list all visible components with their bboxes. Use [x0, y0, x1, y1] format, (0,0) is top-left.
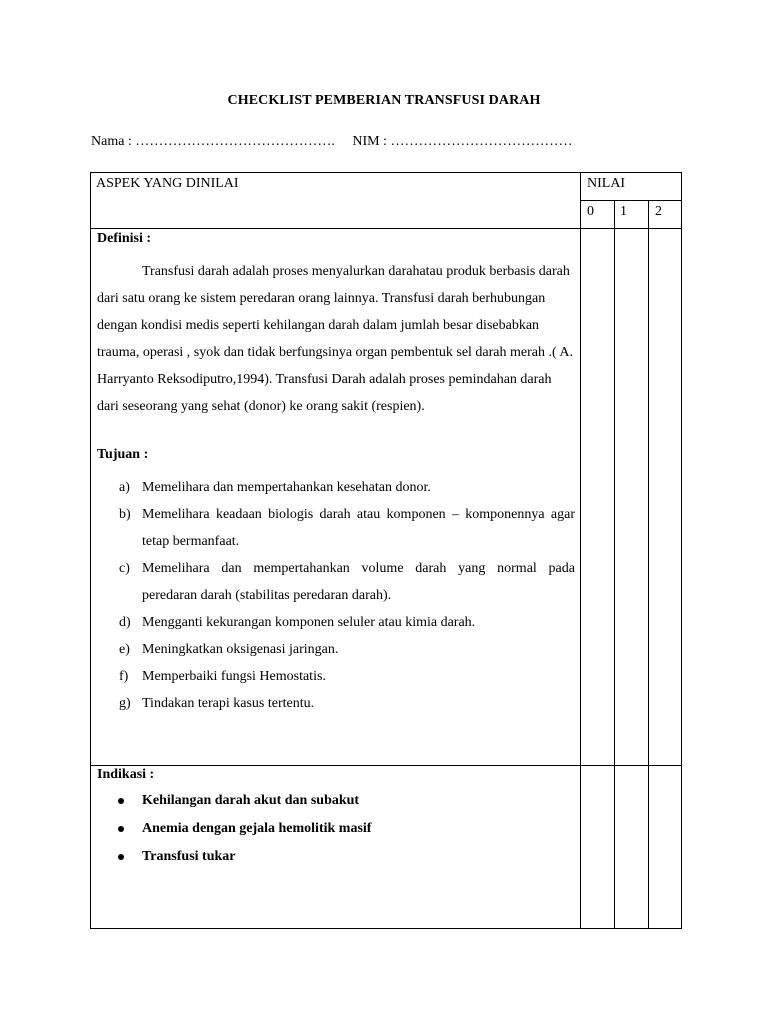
tujuan-title: Tujuan :	[97, 447, 149, 462]
indikasi-list	[97, 787, 575, 871]
list-item	[97, 474, 575, 501]
tujuan-list	[97, 474, 575, 717]
list-marker: a)	[119, 480, 130, 495]
table-row-divider	[90, 765, 682, 766]
list-item	[97, 815, 575, 843]
list-item	[97, 663, 575, 690]
table-row-divider	[90, 228, 682, 229]
table-column-divider	[614, 200, 615, 929]
list-item-text: Anemia dengan gejala hemolitik masif	[142, 821, 372, 836]
nim-field-label: NIM : …………………………………	[352, 134, 573, 149]
bullet-icon	[118, 798, 124, 804]
list-item-text: Transfusi tukar	[142, 849, 236, 864]
list-item-text: Meningkatkan oksigenasi jaringan.	[142, 642, 339, 657]
identity-line	[91, 134, 572, 150]
list-item	[97, 636, 575, 663]
list-item-text: Memelihara keadaan biologis darah atau komponen – komponennya agar tetap bermanfaat.	[142, 507, 575, 549]
score-column-1: 1	[620, 204, 627, 219]
bullet-icon	[118, 826, 124, 832]
score-column-2: 2	[655, 204, 662, 219]
list-item-text: Mengganti kekurangan komponen seluler atau kimia darah.	[142, 615, 476, 630]
definisi-text: Transfusi darah adalah proses menyalurkan darahatau produk berbasis darah dari satu orang ke sistem peredaran orang lainnya. Transfusi darah berhubungan dengan kondisi medis seperti kehilangan darah dalam jumlah besar disebabkan trauma, operasi , syok dan tidak berfungsinya organ pembentuk sel darah merah .( A. Harryanto Reksodiputro,1994). Transfusi Darah adalah proses pemindahan darah dari seseorang yang sehat (donor) ke orang sakit (respien).	[97, 264, 573, 414]
list-marker: d)	[119, 615, 131, 630]
score-header: NILAI	[587, 176, 626, 191]
list-item-text: Memelihara dan mempertahankan kesehatan donor.	[142, 480, 431, 495]
list-item-text: Memperbaiki fungsi Hemostatis.	[142, 669, 326, 684]
aspect-header: ASPEK YANG DINILAI	[96, 176, 239, 191]
definisi-paragraph	[97, 258, 575, 420]
indikasi-cell	[97, 767, 575, 871]
list-item-text: Kehilangan darah akut dan subakut	[142, 793, 360, 808]
list-item	[97, 690, 575, 717]
table-column-divider	[580, 172, 581, 929]
score-column-0: 0	[587, 204, 594, 219]
list-item-text: Memelihara dan mempertahankan volume darah yang normal pada peredaran darah (stabilitas peredaran darah).	[142, 561, 575, 603]
list-item-text: Tindakan terapi kasus tertentu.	[142, 696, 315, 711]
list-item	[97, 843, 575, 871]
definisi-title: Definisi :	[97, 231, 152, 246]
bullet-icon	[118, 854, 124, 860]
table-row-divider	[580, 200, 682, 201]
definisi-tujuan-cell	[97, 231, 575, 717]
table-column-divider	[648, 200, 649, 929]
list-item	[97, 609, 575, 636]
list-marker: g)	[119, 696, 131, 711]
list-marker: c)	[119, 561, 130, 576]
list-marker: e)	[119, 642, 130, 657]
document-title: CHECKLIST PEMBERIAN TRANSFUSI DARAH	[227, 93, 541, 108]
list-marker: f)	[119, 669, 129, 684]
name-field-label: Nama : …………………………………….	[91, 134, 335, 149]
list-item	[97, 555, 575, 609]
indikasi-title: Indikasi :	[97, 767, 155, 782]
list-item	[97, 787, 575, 815]
list-marker: b)	[119, 507, 131, 522]
list-item	[97, 501, 575, 555]
